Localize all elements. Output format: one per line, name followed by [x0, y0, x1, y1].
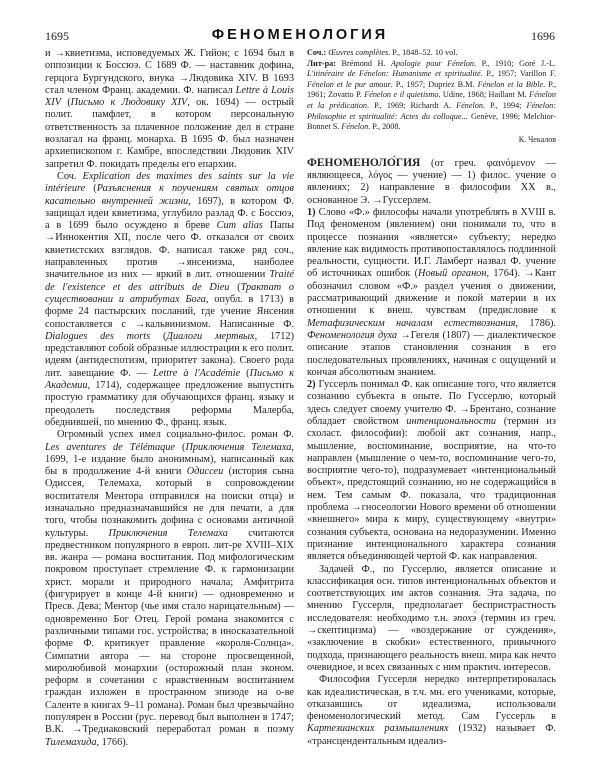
italic-text: Приключения Телемаха: [185, 441, 292, 453]
text-run: . P., 1848–52. 10 vol.: [388, 48, 458, 57]
italic-text: Œuvres complètes: [328, 48, 389, 57]
paragraph: [307, 674, 556, 748]
paragraph: [307, 207, 556, 379]
bibliography: [307, 48, 556, 133]
text-run: . P., 1957; Varillon F.: [480, 69, 556, 79]
paragraph: [45, 171, 294, 429]
bold-text: ФЕНОМЕНОЛО́ГИЯ: [307, 156, 421, 169]
encyclopedia-entry-phenomenology: [307, 157, 556, 748]
text-run: , 1764). →Кант обозначил словом «Ф.» раздел учения о движении, рассматривающий движение и покой материи в их отношении к внеш. чувствам (предисловие к: [307, 268, 556, 317]
paragraph: [45, 48, 294, 171]
italic-text: Новый органон: [418, 268, 487, 280]
text-run: (: [61, 97, 71, 109]
italic-text: Письмо к Академии: [45, 367, 294, 392]
italic-text: Fénelon: [341, 122, 369, 132]
italic-text: Lettre à Louis XIV: [45, 84, 294, 109]
text-run: , опубл. в 1713) в форме 24 пастырских посланий, где учение Янсения сопоставляется с →кальвинизмом. Написанные Ф.: [45, 293, 295, 330]
text-run: Огромный успех имел социально-филос. роман Ф.: [57, 429, 294, 441]
italic-text: Разъяснения к поучениям святых отцов касательно внутренней жизни: [45, 183, 294, 207]
italic-text: Apologie pour Fénelon: [391, 58, 474, 68]
text-run: Соч.: [57, 170, 83, 182]
italic-text: Fénelon: [456, 100, 483, 110]
text-run: (история сына Одиссея, Телемаха, который в сопровождении воспитателя Ментора отправился на поиски отца) и изначально предназначавшийся не для печати, а для того, чтобы познакомить дофина с основами античной культуры.: [45, 466, 295, 539]
italic-text: Метафизическим началам естествознания: [307, 317, 516, 329]
italic-text: Fénelon: Philosophie et spiritualité: Actes du colloque...: [307, 100, 556, 121]
text-run: . Udine, 1968; Haillant M.: [438, 90, 530, 100]
text-run: , ок. 1694) — острый полит. памфлет, в котором персональную ответственность за плачевное положение дел в стране возлагал на франц. монарха. В 1695 Ф. был назначен архиепископом г. Камбре, впоследствии Людовик XIV запретил Ф. покидать пределы его епархии.: [45, 97, 294, 170]
paragraph: [307, 59, 556, 133]
text-run: (термин из схоласт. философии): любой акт сознания, напр., мышление, воспоминание, восприятие, на что-то направлен (мышление о чем-то, воспоминание чего-то, восприятие чего-то), подразумевает «интенциональный объект», предстоящий сознанию, но не содержащийся в нем. Тем самым Ф. показала, что традиционная проблема →гносеологии Нового времени об отношении «внешнего» мира к миру, существующему «внутри» сознания субъекта, основана на недоразумении. Именно признание интенционального характера сознания является объединяющей чертой Ф. как направления.: [307, 415, 556, 563]
text-run: Genève, 1996; Melchior-Bonnet S.: [307, 111, 556, 132]
text-run: , 1714), содержащее предложение выпустить простую грамматику для обучающихся франц. языку и преодолеть последствия реформы Малерба, обеднившей, по мнению Ф., франц. язык.: [45, 380, 294, 428]
text-run: (: [150, 330, 167, 342]
italic-text: Картезианских размышлениях: [307, 723, 449, 735]
paragraph: [307, 157, 556, 207]
text-run: . P., 1994;: [483, 100, 527, 110]
italic-text: Explication des maximes des saints sur la vie intérieure: [45, 170, 294, 195]
italic-text: Трактат о существовании и атрибутах Бога: [45, 281, 294, 305]
italic-text: Fénelon et la Bible: [477, 79, 544, 89]
italic-text: Fénelon et la prédication: [307, 90, 556, 110]
italic-text: Феноменология духа: [307, 329, 398, 341]
page-header: [45, 27, 555, 47]
bold-text: Соч.:: [307, 48, 327, 57]
text-run: Философия Гуссерля нередко интерпретировалась как идеалистическая, в т.ч. мн. его учениками, которые, отказавшись от идеализма, использовали феноменологический метод. Сам Гуссерль в: [307, 674, 556, 723]
italic-text: Письмо к Людовику XIV: [70, 97, 188, 109]
running-title: ФЕНОМЕНОЛОГИЯ: [211, 27, 389, 43]
italic-text: Fénelon e il quietismo: [364, 90, 439, 100]
page-number-right: 1696: [531, 29, 555, 43]
text-run: (: [85, 183, 97, 195]
italic-text: Диалоги мертвых: [166, 330, 255, 342]
italic-text: Тилемахида: [45, 736, 97, 748]
paragraph: [307, 564, 556, 675]
text-run: , 1699, 1-е издание было анонимным), написанный как бы в продолжение 4-й книги: [45, 441, 294, 478]
text-run: . P., 1961; Zovatto P.: [307, 79, 556, 100]
bold-text: 2): [307, 379, 316, 391]
text-run: считаются предвестником популярного в европ. лит-ре XVIII–XIX вв. жанра — романа воспитания. Под мифологическим покровом проступает стремление Ф. к гармонизации христ. морали и природного начала; Амфитрита (фигурирует в конце 4-й книги) — одновременно и Пресв. Дева; Ментор (чье имя стало нарицательным) — одновременно Бог Отец. Герой романа знакомится с различными типами гос. устройства; в иносказательной форме Ф. критикует правление «короля-Солнца». Симпатии автора — на стороне просвещенной, миролюбивой монархии (осторожный план эконом. реформ в сочетании с нравственным воспитанием граждан изложен в пространном эпизоде на о-ве Саленте в книгах 9–11 романа). Роман был чрезвычайно популярен в России (рус. перевод был выполнен в 1747; В.К. →Тредиаковский переработал роман в поэму: [45, 527, 294, 736]
text-run: Папы →Иннокентия XII, после чего Ф. отказался от своих квиетистских взглядов. Ф. написал также ряд соч., направленных против →янсенизма, наиболее значительное из них — яркий в лит. отношении: [45, 220, 294, 281]
text-run: Задачей Ф., по Гуссерлю, является описание и классификация осн. типов интенциональных объектов и соответствующих им актов сознания. Эта задача, по мнению Гуссерля, предполагает беспристрастность исследователя: необходимо т.н.: [307, 563, 556, 624]
italic-text: Одиссеи: [186, 466, 224, 478]
page-number-left: 1695: [45, 29, 69, 43]
text-run: , 1697), в котором Ф. защищал идеи квиетизма, углубило разлад Ф. с Боссюэ, а в 1699 было осуждено в бреве: [45, 195, 294, 232]
text-run: (: [240, 367, 250, 379]
text-run: . P., 1910; Goré J.-L.: [473, 58, 556, 68]
text-run: Слово «Ф.» философы начали употреблять в XVIII в. Под феноменом (явлением) они понимали то, что в процессе познания «является» субъекту; нередко явление как видимость противопоставлялось подлинной реальности, сущности. И.Г. Ламберт назвал Ф. учение об источниках ошибок (: [307, 206, 556, 280]
article-author: К. Чекалов: [518, 134, 556, 144]
italic-text: Приключения Телемаха: [108, 527, 228, 539]
text-run: . P., 1957; Dupriez B.M.: [390, 79, 478, 89]
bold-text: Лит-ра:: [307, 58, 336, 68]
text-run: →Гегеля (1807) — диалектическое описание этапов становления сознания в его последовательных проявлениях, начиная с ощущений и кончая абсолютным знанием.: [307, 329, 556, 378]
text-run: , 1712) представляют собой образные иллюстрации к его полит. идеям (антидеспотизм, приоритет закона). Своего рода лит. завещание Ф. —: [45, 330, 294, 379]
text-run: (термин из греч. →скептицизма) — «воздержание от суждения», «заключение в скобки» естественного, привычного подхода, признающего реальность внеш. мира как нечто очевидное, и всех связанных с ним практич. интересов.: [307, 612, 556, 673]
text-run: , 1766).: [96, 736, 129, 748]
italic-text: Traité de l'existence et des attributs de Dieu: [45, 269, 294, 293]
bold-text: 1): [307, 206, 316, 218]
italic-text: Lettre à l'Académie: [153, 367, 241, 379]
right-column: [307, 48, 556, 748]
text-run: Brémond H.: [335, 58, 392, 68]
text-run: . P., 1969; Richardt A.: [367, 100, 457, 110]
text-run: , 1786).: [515, 317, 556, 329]
text-run: (от греч. φαινόμενον — являющееся, λόγος — учение) — 1) филос. учение о явлениях; 2) направление в философии XX в., основанное Э. →Гуссерлем.: [307, 157, 556, 206]
italic-text: интенциональности: [406, 415, 497, 427]
text-run: и →квиетизма, исповедуемых Ж. Гийон; с 1694 был в оппозиции к Боссюэ. С 1689 Ф. — наставник дофина, герцога Бургундского, внука →Людовика XIV. В 1693 стал членом Франц. академии. Ф. написал: [45, 48, 294, 96]
italic-text: Fénelon et le pur amour: [307, 79, 391, 89]
text-run: (1932) называет Ф. «трансцендентальным идеализ-: [307, 723, 556, 747]
paragraph: [307, 379, 556, 563]
italic-text: Dialogues des morts: [45, 330, 151, 342]
italic-text: эпохэ́: [452, 612, 477, 624]
paragraph: [45, 429, 294, 749]
italic-text: L'itinéraire de Fénelon: Humanisme et spiritualité: [307, 69, 481, 79]
left-column: [45, 48, 294, 749]
italic-text: Les aventures de Télémaque: [45, 441, 175, 453]
text-run: Гуссерль понимал Ф. как описание того, что является сознанию субъекта в опыте. По Гуссерлю, который здесь следует своему учителю Ф. →Брентано, сознание обладает свойством: [307, 379, 556, 427]
italic-text: Cum alias: [216, 220, 263, 232]
text-run: (: [229, 281, 241, 293]
text-run: . P., 2008.: [368, 122, 401, 132]
text-run: (: [174, 441, 186, 453]
paragraph: [307, 48, 556, 59]
